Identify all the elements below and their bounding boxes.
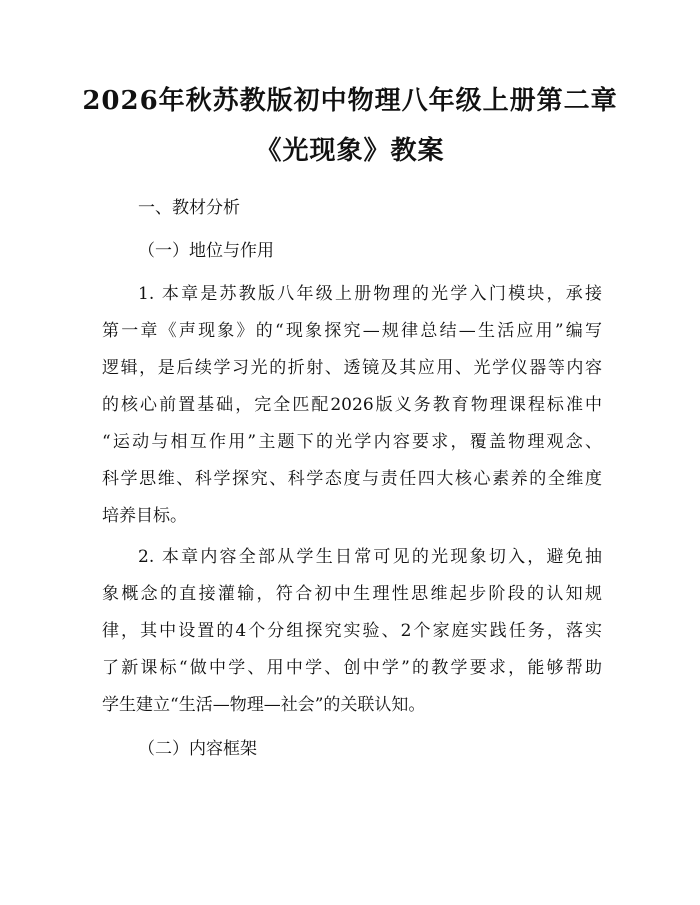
paragraph-1-line: 第一章《声现象》的“现象探究—规律总结—生活应用”编写 <box>102 321 602 341</box>
paragraph-2-line: 学生建立“生活—物理—社会”的关联认知。 <box>102 695 426 715</box>
paragraph-1-line: 逻辑，是后续学习光的折射、透镜及其应用、光学仪器等内容 <box>102 358 602 378</box>
paragraph-2-line: 2. 本章内容全部从学生日常可见的光现象切入，避免抽 <box>138 547 602 567</box>
paragraph-1-line: 1. 本章是苏教版八年级上册物理的光学入门模块，承接 <box>138 284 602 304</box>
paragraph-2-line: 律，其中设置的4个分组探究实验、2个家庭实践任务，落实 <box>102 621 602 641</box>
paragraph-2-line: 了新课标“做中学、用中学、创中学”的教学要求，能够帮助 <box>102 658 602 678</box>
paragraph-1-line: 的核心前置基础，完全匹配2026版义务教育物理课程标准中 <box>102 395 602 415</box>
subsection-heading-content-framework: （二）内容框架 <box>138 739 257 759</box>
subsection-heading-position-and-role: （一）地位与作用 <box>138 241 274 261</box>
section-heading-textbook-analysis: 一、教材分析 <box>138 198 240 218</box>
document-title-line-1: 2026年秋苏教版初中物理八年级上册第二章 <box>82 86 618 116</box>
paragraph-1-line: “运动与相互作用”主题下的光学内容要求，覆盖物理观念、 <box>102 432 602 452</box>
paragraph-1-line: 培养目标。 <box>102 506 187 526</box>
document-title-line-2: 《光现象》教案 <box>255 136 445 166</box>
paragraph-1-line: 科学思维、科学探究、科学态度与责任四大核心素养的全维度 <box>102 469 602 489</box>
paragraph-2-line: 象概念的直接灌输，符合初中生理性思维起步阶段的认知规 <box>102 584 602 604</box>
